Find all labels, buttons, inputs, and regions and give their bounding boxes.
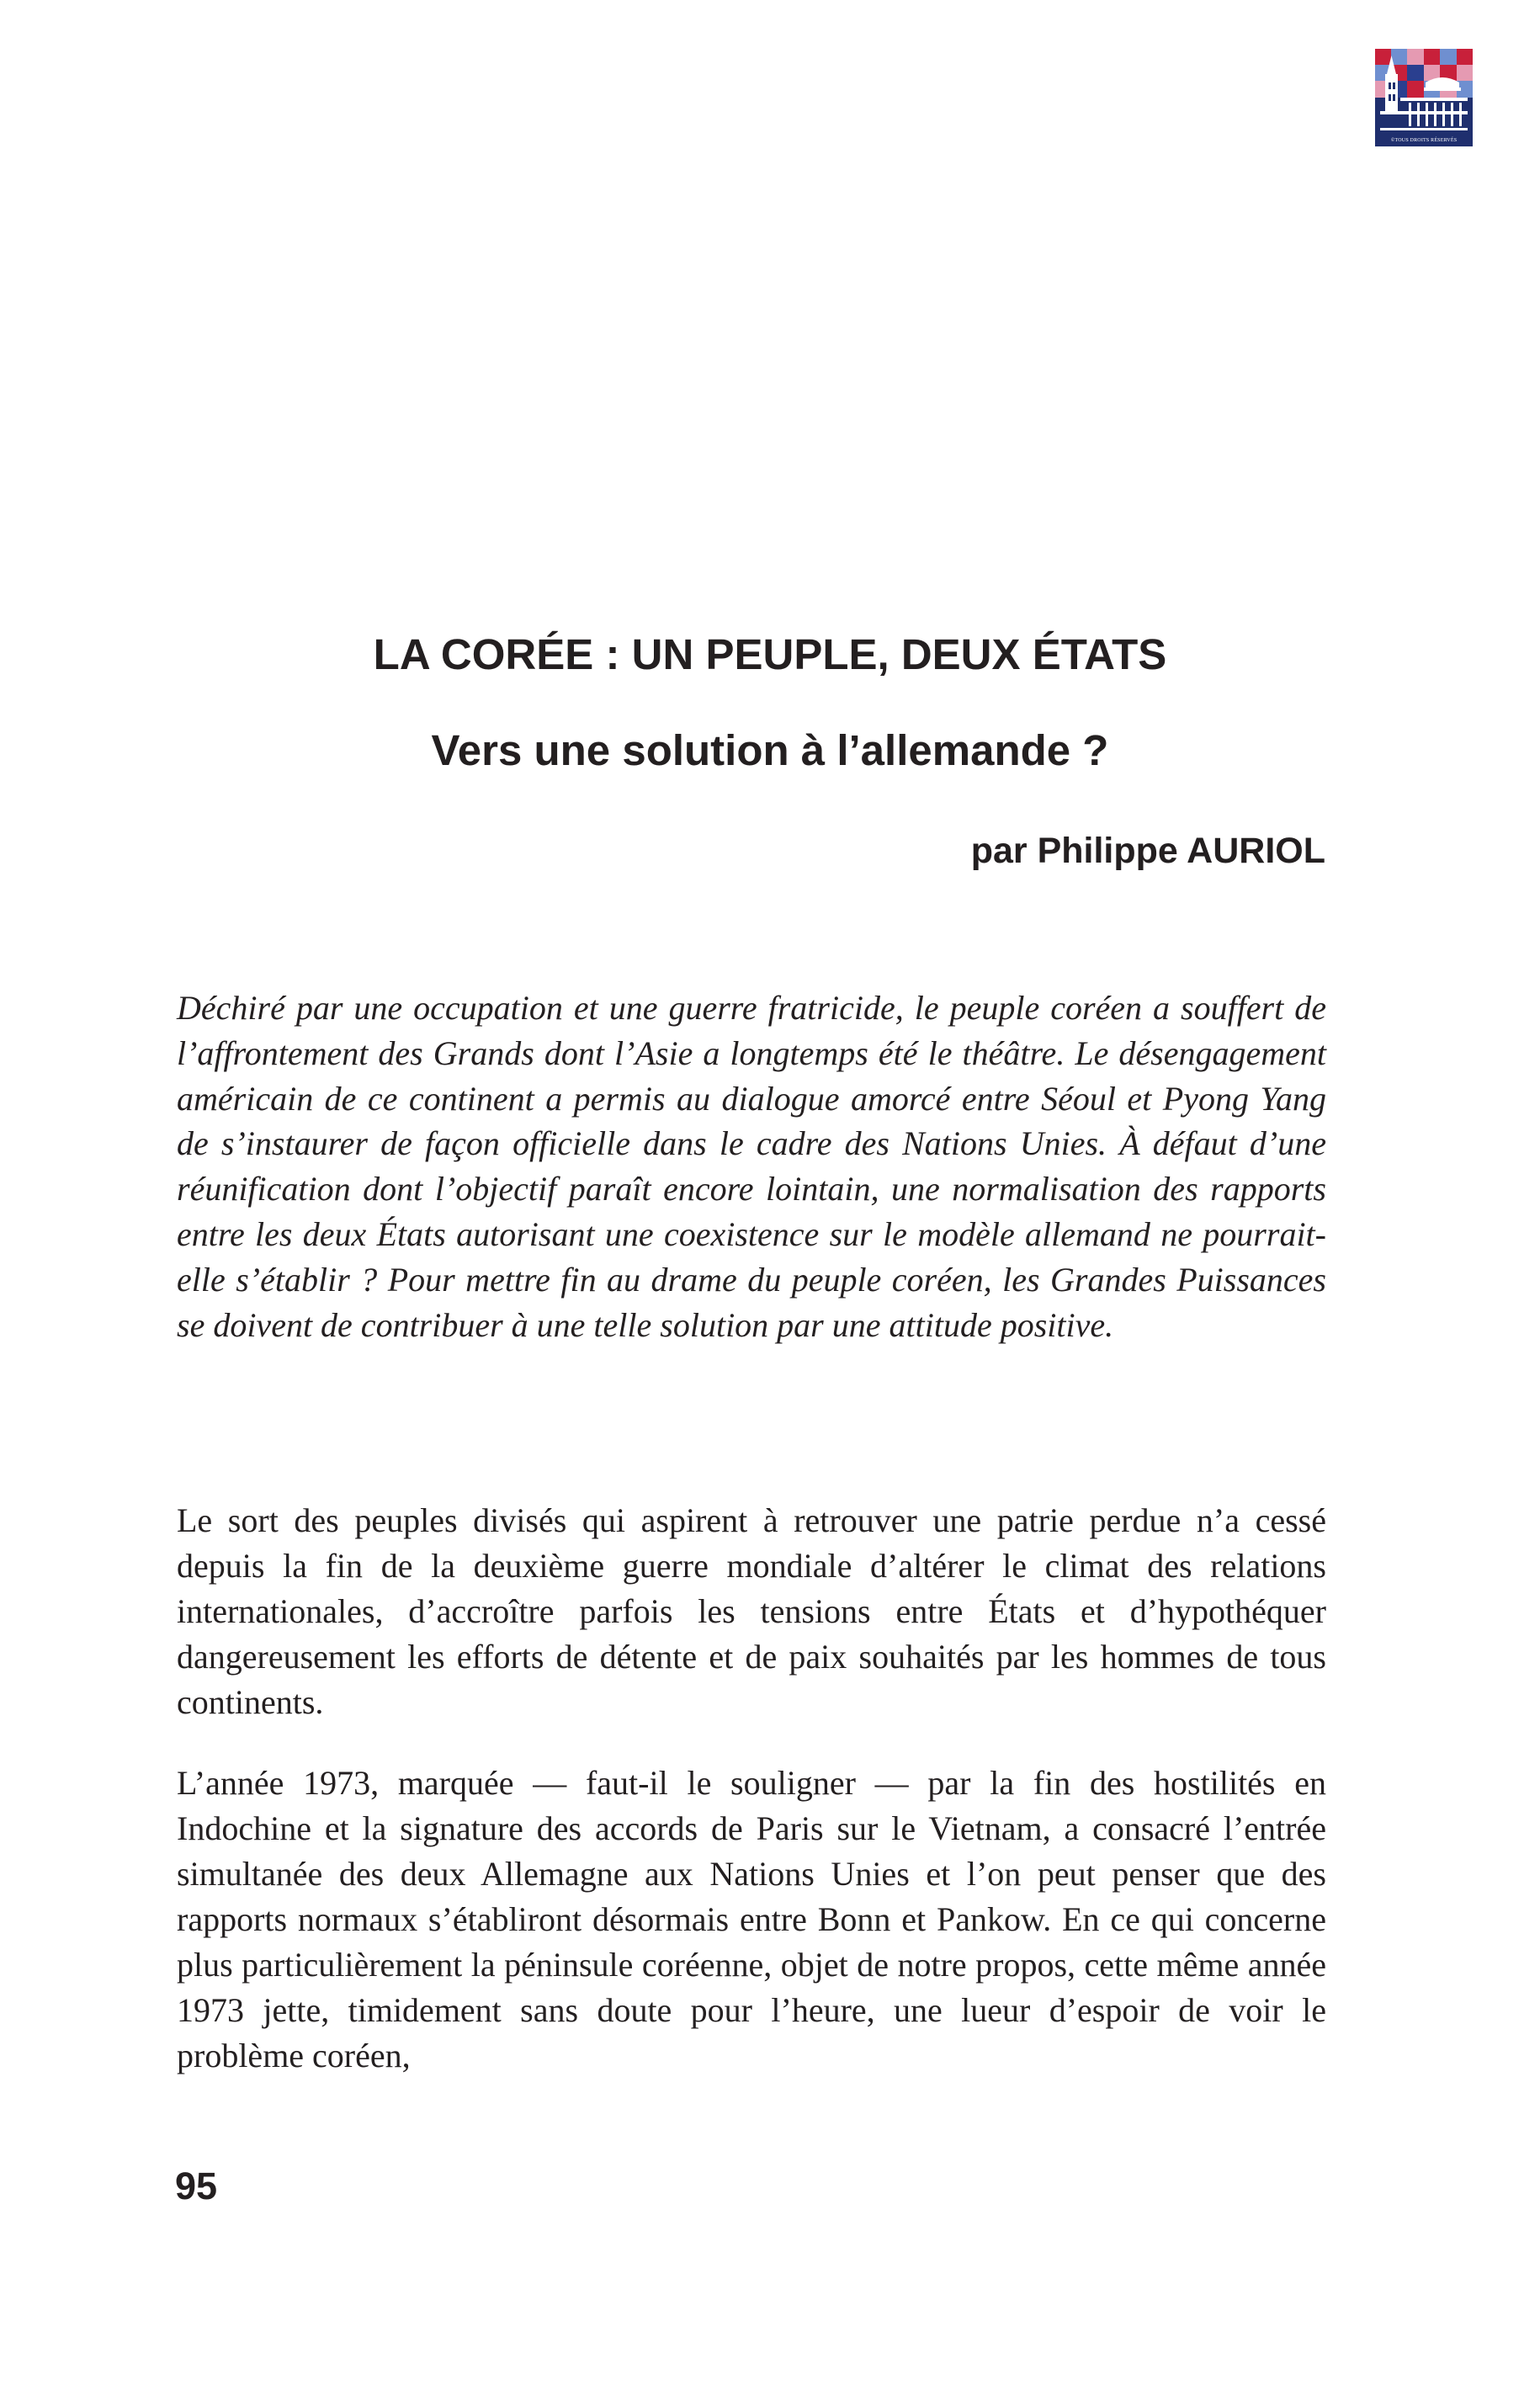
article-subtitle: Vers une solution à l’allemande ? [431,726,1109,774]
body-paragraph: Le sort des peuples divisés qui aspirent à retrouver une patrie perdue n’a cessé depuis la fin de la deuxième guerre mondiale d’altérer le climat des relations internationales, d’accroître parfois les tensions entre États et d’hypothéquer dangereusement les efforts de détente et de paix souhaités par les hommes de tous continents. [177,1501,1326,1721]
body-paragraph: L’année 1973, marquée — faut-il le souligner — par la fin des hostilités en Indochine et la signature des accords de Paris sur le Vietnam, a consacré l’entrée simultanée des deux Allemagne aux Nations Unies et l’on peut penser que des rapports normaux s’établiront désormais entre Bonn et Pankow. En ce qui concerne plus particulièrement la péninsule coréenne, objet de notre propos, cette même année 1973 jette, timidement sans doute pour l’heure, une lueur d’espoir de voir le problème coréen, [177,1764,1326,2074]
logo-caption: ©TOUS DROITS RÉSERVÉS [1390,138,1458,143]
page-number: 95 [175,2165,218,2207]
article-title: LA CORÉE : UN PEUPLE, DEUX ÉTATS [373,630,1167,678]
palace-mosaic-logo-icon [1375,49,1473,146]
article-abstract: Déchiré par une occupation et une guerre fratricide, le peuple coréen a souffert de l’affrontement des Grands dont l’Asie a longtemps été le théâtre. Le désengagement américain de ce continent a permis au dialogue amorcé entre Séoul et Pyong Yang de s’instaurer de façon officielle dans le cadre des Nations Unies. À défaut d’une réunification dont l’objectif paraît encore lointain, une normalisation des rapports entre les deux États autorisant une coexistence sur le modèle allemand ne pourrait-elle s’établir ? Pour mettre fin au drame du peuple coréen, les Grandes Puissances se doivent de contribuer à une telle solution par une attitude positive. [177,989,1326,1344]
article-author: par Philippe AURIOL [970,831,1325,871]
